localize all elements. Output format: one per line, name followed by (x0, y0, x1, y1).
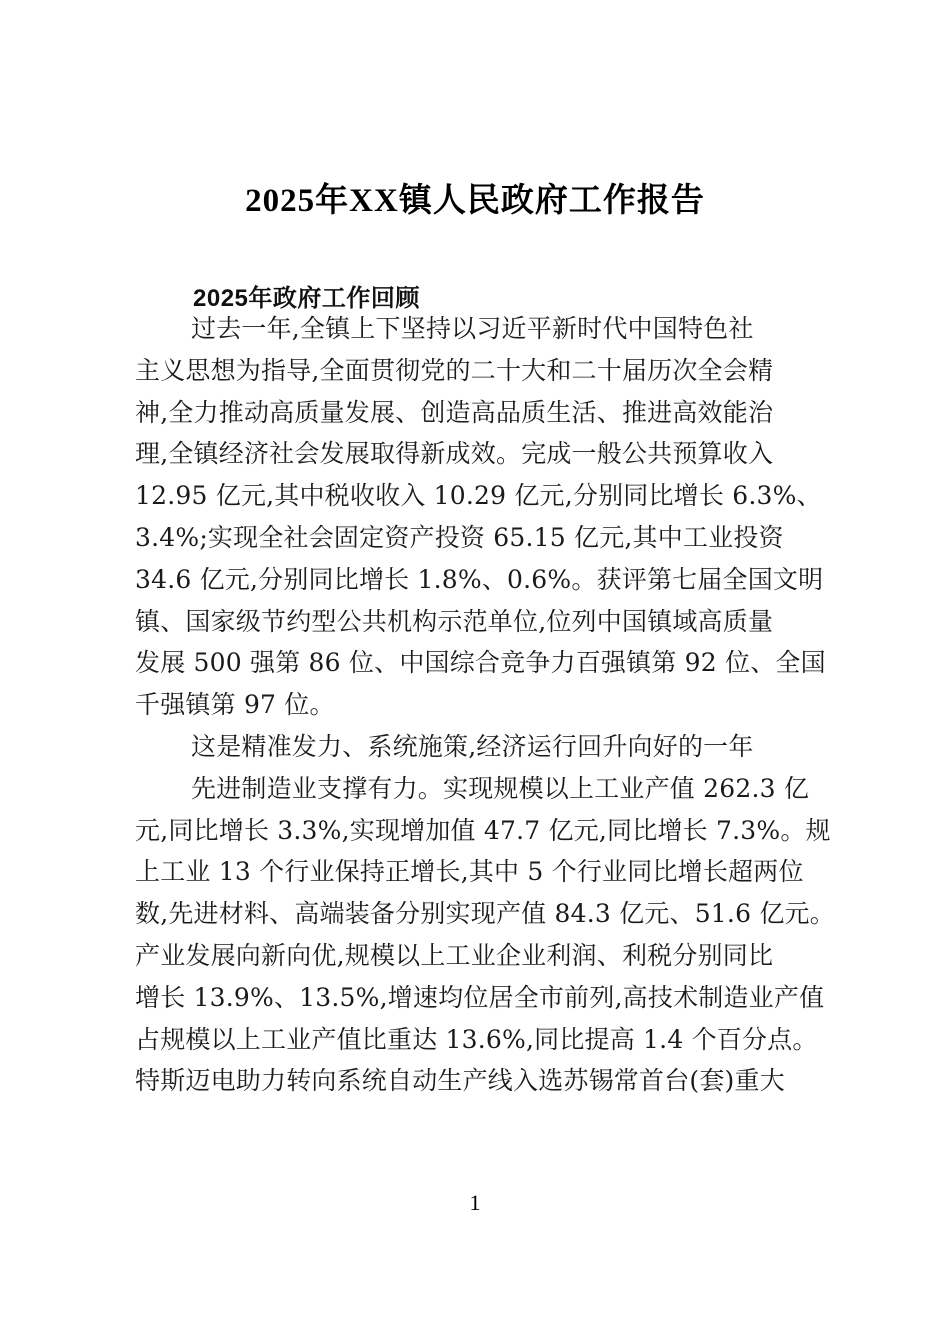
body-line: 理,全镇经济社会发展取得新成效。完成一般公共预算收入 (135, 439, 774, 469)
body-line: 增长 13.9%、13.5%,增速均位居全市前列,高技术制造业产值 (135, 982, 825, 1012)
body-line: 3.4%;实现全社会固定资产投资 65.15 亿元,其中工业投资 (135, 522, 784, 552)
body-line: 占规模以上工业产值比重达 13.6%,同比提高 1.4 个百分点。 (135, 1024, 818, 1054)
page-title: 2025年XX镇人民政府工作报告 (245, 183, 705, 220)
body-line: 产业发展向新向优,规模以上工业企业利润、利税分别同比 (135, 940, 774, 970)
body-line: 元,同比增长 3.3%,实现增加值 47.7 亿元,同比增长 7.3%。规 (135, 815, 831, 845)
body-line: 34.6 亿元,分别同比增长 1.8%、0.6%。获评第七届全国文明 (135, 564, 824, 594)
body-text (135, 308, 835, 1102)
body-line: 这是精准发力、系统施策,经济运行回升向好的一年 (191, 731, 754, 761)
body-line: 12.95 亿元,其中税收收入 10.29 亿元,分别同比增长 6.3%、 (135, 481, 822, 511)
body-line: 发展 500 强第 86 位、中国综合竞争力百强镇第 92 位、全国 (135, 648, 826, 678)
body-line: 主义思想为指导,全面贯彻党的二十大和二十届历次全会精 (135, 355, 774, 385)
body-line: 过去一年,全镇上下坚持以习近平新时代中国特色社 (191, 314, 754, 343)
body-line: 神,全力推动高质量发展、创造高品质生活、推进高效能治 (135, 397, 774, 427)
body-line: 镇、国家级节约型公共机构示范单位,位列中国镇域高质量 (135, 606, 774, 636)
section-heading: 2025年政府工作回顾 (193, 284, 420, 312)
page-number: 1 (469, 1190, 481, 1215)
body-line: 上工业 13 个行业保持正增长,其中 5 个行业同比增长超两位 (135, 857, 804, 887)
body-line: 先进制造业支撑有力。实现规模以上工业产值 262.3 亿 (191, 773, 810, 803)
body-line: 数,先进材料、高端装备分别实现产值 84.3 亿元、51.6 亿元。 (135, 899, 835, 929)
body-line: 特斯迈电助力转向系统自动生产线入选苏锡常首台(套)重大 (135, 1066, 785, 1096)
body-line: 千强镇第 97 位。 (135, 690, 335, 720)
